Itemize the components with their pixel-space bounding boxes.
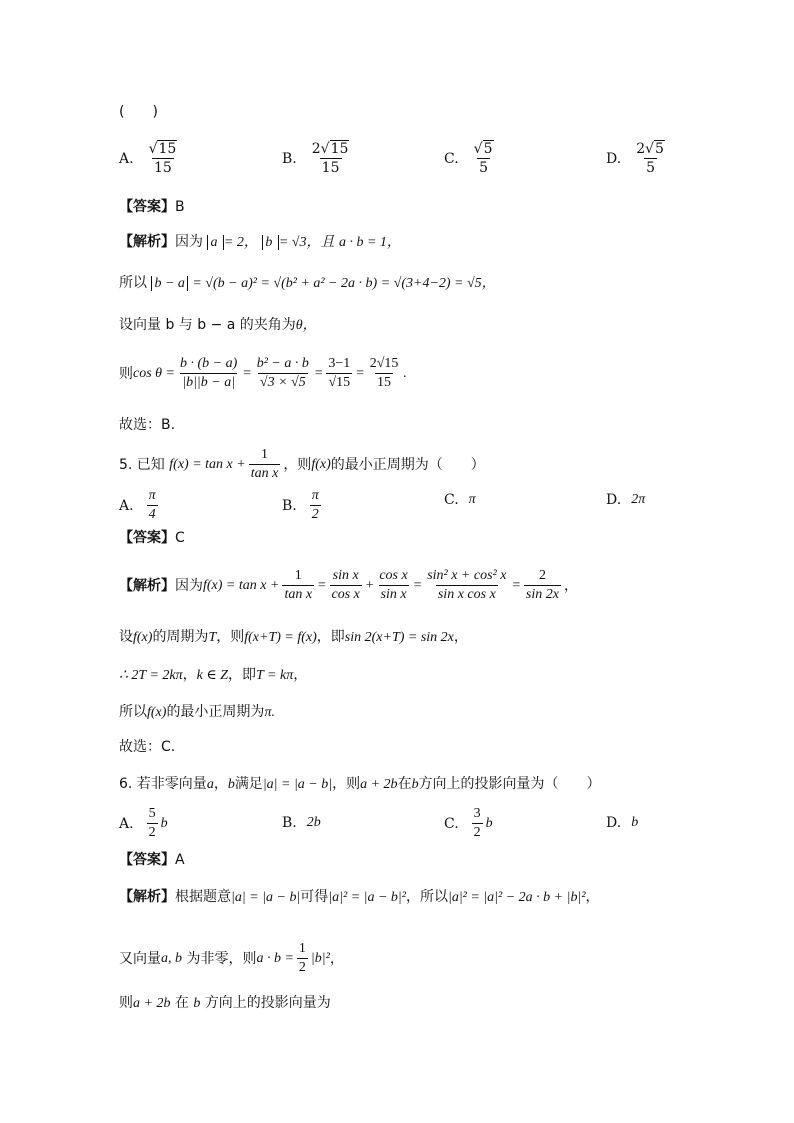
q5-option-d: D. 2π (606, 492, 646, 508)
q4-choose: 故选：B. (119, 417, 176, 433)
q6-analysis-line3: 则a + 2b 在 b 方向上的投影向量为 (119, 995, 331, 1011)
q6-stem: 6. 若非零向量a，b满足|a| = |a − b|，则a + 2b在b方向上的投影向量为（ ） (119, 776, 601, 792)
q5-option-c: C. π (444, 492, 476, 508)
q6-option-a: A. $\frac{5}{2}$ b (119, 806, 168, 840)
q5-choose: 故选：C. (119, 739, 176, 755)
q6-analysis-line2: 又向量 a, b 为非零，则 a · b = $\frac{1}{2}$ |b|² ， (119, 941, 344, 975)
q5-analysis-line3: ∴ 2T = 2kπ，k ∈ Z，即T = kπ， (119, 667, 308, 683)
q4-option-a: A. $\frac{√15}{15}$ (119, 141, 177, 176)
q5-option-a: A. $\frac{\pi}{4}$ (119, 488, 156, 522)
q5-analysis-line1: 【解析】 因为 f(x) = tan x + $\frac{1}{\text{tan x}}$ = $\frac{\text{sin x}}{\text{cos x}}$ + $\frac{\text{cos x}}{\text{sin x}}$ = $\frac{\text{sin² x + cos² x}}{\text{sin x cos x}}$ = $\frac{2}{\sin 2x}$ ， (119, 568, 578, 602)
q5-analysis-line2: 设f(x)的周期为T，则f(x+T) = f(x)，即sin 2(x+T) = sin 2x， (119, 629, 468, 645)
q5-analysis-line4: 所以f(x)的最小正周期为π. (119, 704, 275, 720)
q4-analysis-line2: 所以 b − a = √(b − a)² = √(b² + a² − 2a · b) = √(3+4−2) = √5， (119, 275, 496, 291)
q4-option-c: C. $\frac{√5}{5}$ (444, 141, 493, 176)
q6-option-d: D. b (606, 815, 639, 831)
q6-answer: 【答案】A (119, 852, 185, 868)
q6-option-c: C. $\frac{3}{2}$ b (444, 806, 493, 840)
q4-analysis-line4: 则 cos θ = $\frac{b \cdot (b - a)}{|b||b - a|}$ = $\frac{\text{b² − a · b}}{√3 \times √5}$ = $\frac{3-1}{√15}$ = $\frac{2√15}{15}$ . (119, 356, 407, 390)
q4-analysis-line1: 【解析】因为 a = 2， b = √3，且 a · b = 1， (119, 234, 401, 250)
q4-paren: ( ) (119, 104, 158, 120)
q5-answer: 【答案】C (119, 530, 185, 546)
q4-option-b: B. $\frac{2√15}{15}$ (282, 141, 349, 176)
q4-analysis-line3: 设向量 b 与 b − a 的夹角为θ， (119, 317, 317, 333)
q6-option-b: B. 2b (282, 815, 321, 831)
q6-analysis-line1: 【解析】根据题意|a| = |a − b|可得|a|² = |a − b|²，所以|a|² = |a|² − 2a · b + |b|²， (119, 889, 600, 905)
q4-option-d: D. $\frac{2√5}{5}$ (606, 141, 664, 176)
q4-answer: 【答案】B (119, 199, 185, 215)
q5-option-b: B. $\frac{\pi}{2}$ (282, 488, 319, 522)
q5-stem: 5. 已知 f(x) = tan x + $\frac{1}{\text{tan x}}$ ，则 f(x) 的最小正周期为（ ） (119, 447, 485, 481)
